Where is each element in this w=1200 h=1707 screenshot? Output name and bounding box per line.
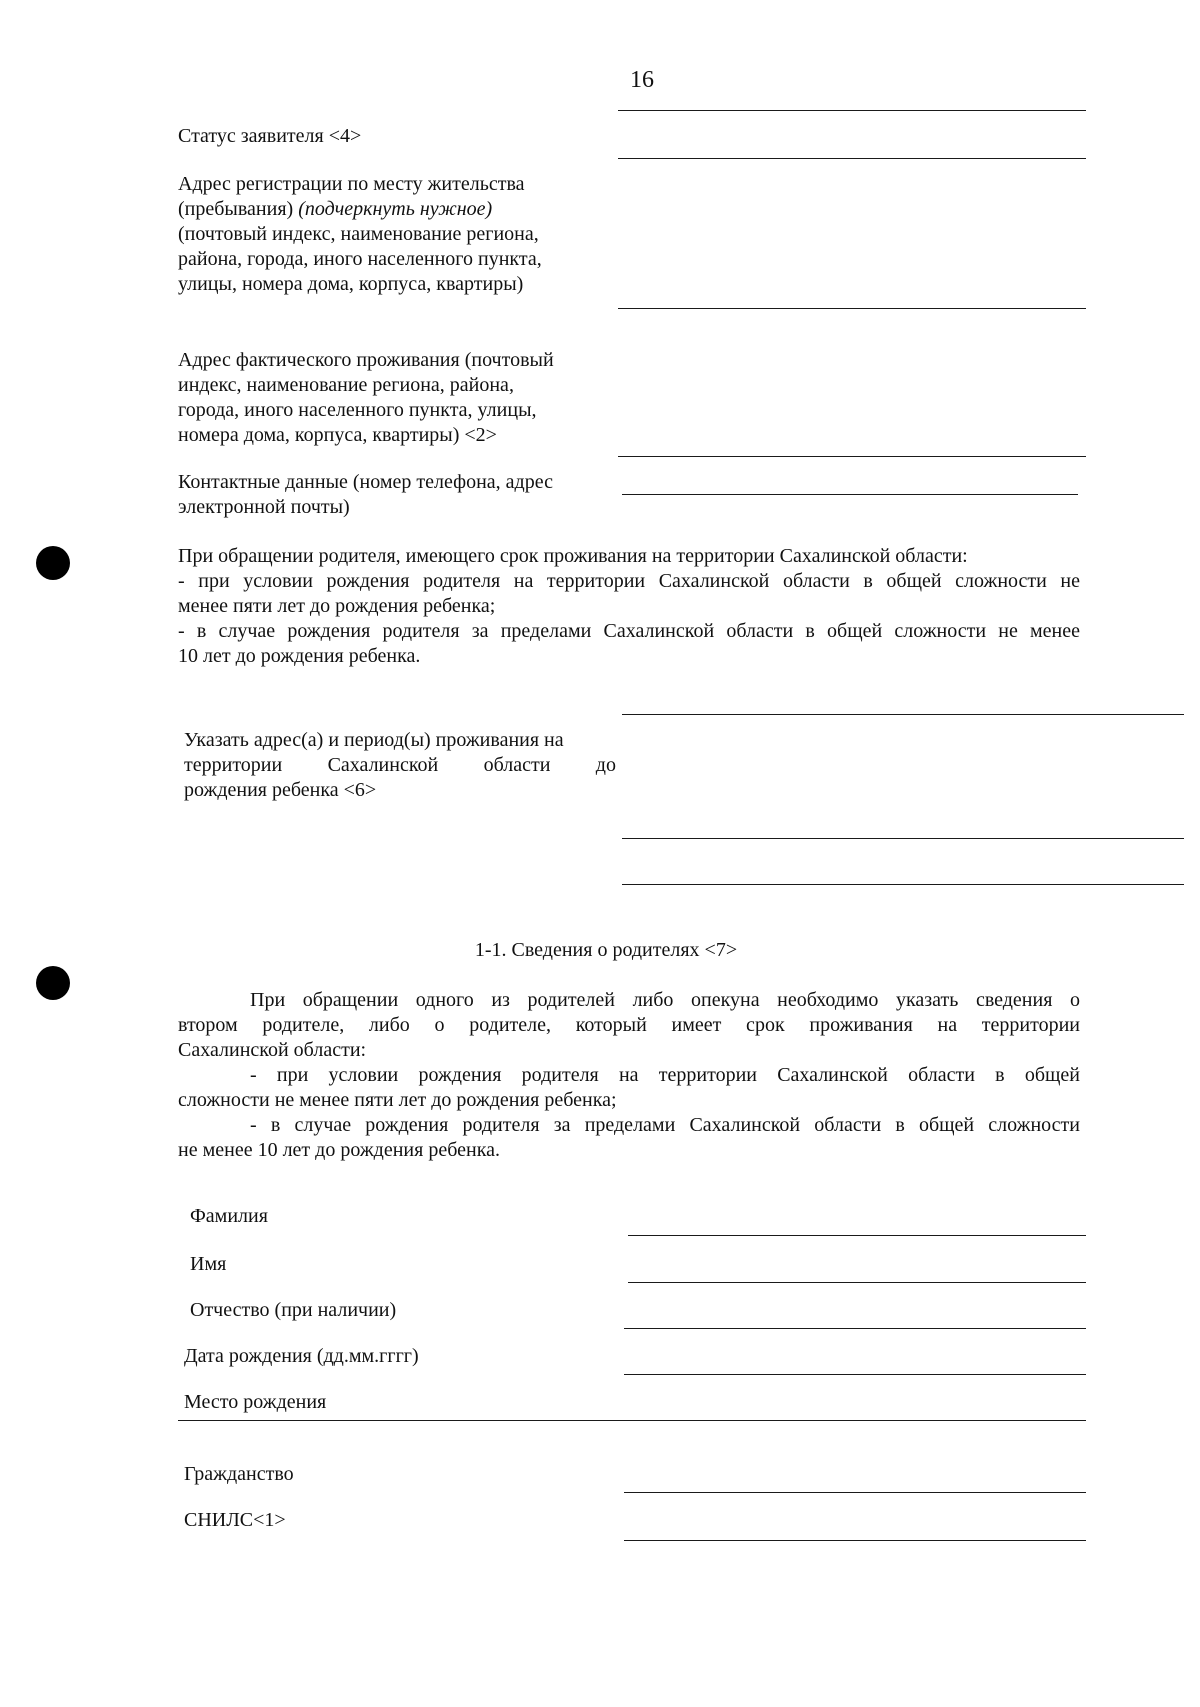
residence-note: При обращении родителя, имеющего срок проживания на территории Сахалинской области: - при условии рождения родителя на территории Сахалинской области в общей сложности не менее пяти лет до рождения ребенка; - в случае рождения родителя за пределами Сахалинской области в общей сложности не менее 10 лет до рождения ребенка. [178,545,1080,667]
patronymic-label: Отчество (при наличии) [190,1299,397,1321]
birth-place-label: Место рождения [184,1391,327,1413]
name-label: Имя [190,1253,227,1275]
residence-periods-label: Указать адрес(а) и период(ы) проживания на территории Сахалинской области до рождения ребенка <6> [184,729,616,801]
birth-date-label: Дата рождения (дд.мм.гггг) [184,1345,419,1367]
applicant-status-field[interactable] [618,158,1086,159]
surname-label: Фамилия [190,1205,268,1227]
section-title: 1-1. Сведения о родителях <7> [474,939,738,961]
registration-address-label: Адрес регистрации по месту жительства (пребывания) (подчеркнуть нужное) (почтовый индекс, наименование региона, района, города, иного населенного пункта, улицы, номера дома, корпуса, квартиры) [178,173,542,295]
top-rule [618,110,1086,111]
underline-hint: (подчеркнуть нужное) [298,198,493,220]
residence-periods-field-2[interactable] [622,838,1184,839]
punch-hole-bottom [36,966,70,1000]
surname-field[interactable] [628,1235,1086,1236]
contacts-field[interactable] [622,494,1078,495]
registration-address-field[interactable] [618,308,1086,309]
citizenship-field[interactable] [624,1492,1086,1493]
actual-address-label: Адрес фактического проживания (почтовый индекс, наименование региона, района, города, иного населенного пункта, улицы, номера дома, корпуса, квартиры) <2> [178,349,554,446]
birth-place-field[interactable] [178,1420,1086,1421]
parents-info-paragraph: При обращении одного из родителей либо опекуна необходимо указать сведения о втором родителе, либо о родителе, который имеет срок проживания на территории Сахалинской области: - при условии рождения родителя на территории Сахалинской области в общей сложности не менее пяти лет до рождения ребенка; - в случае рождения родителя за пределами Сахалинской области в общей сложности не менее 10 лет до рождения ребенка. [178,989,1080,1161]
snils-field[interactable] [624,1540,1086,1541]
residence-periods-field-3[interactable] [622,884,1184,885]
snils-label: СНИЛС<1> [184,1509,286,1531]
page-number: 16 [630,67,654,93]
patronymic-field[interactable] [624,1328,1086,1329]
actual-address-field[interactable] [618,456,1086,457]
residence-periods-field-1[interactable] [622,714,1184,715]
citizenship-label: Гражданство [184,1463,294,1485]
punch-hole-top [36,546,70,580]
contacts-label: Контактные данные (номер телефона, адрес электронной почты) [178,471,553,518]
birth-date-field[interactable] [624,1374,1086,1375]
name-field[interactable] [628,1282,1086,1283]
applicant-status-label: Статус заявителя <4> [178,125,362,147]
